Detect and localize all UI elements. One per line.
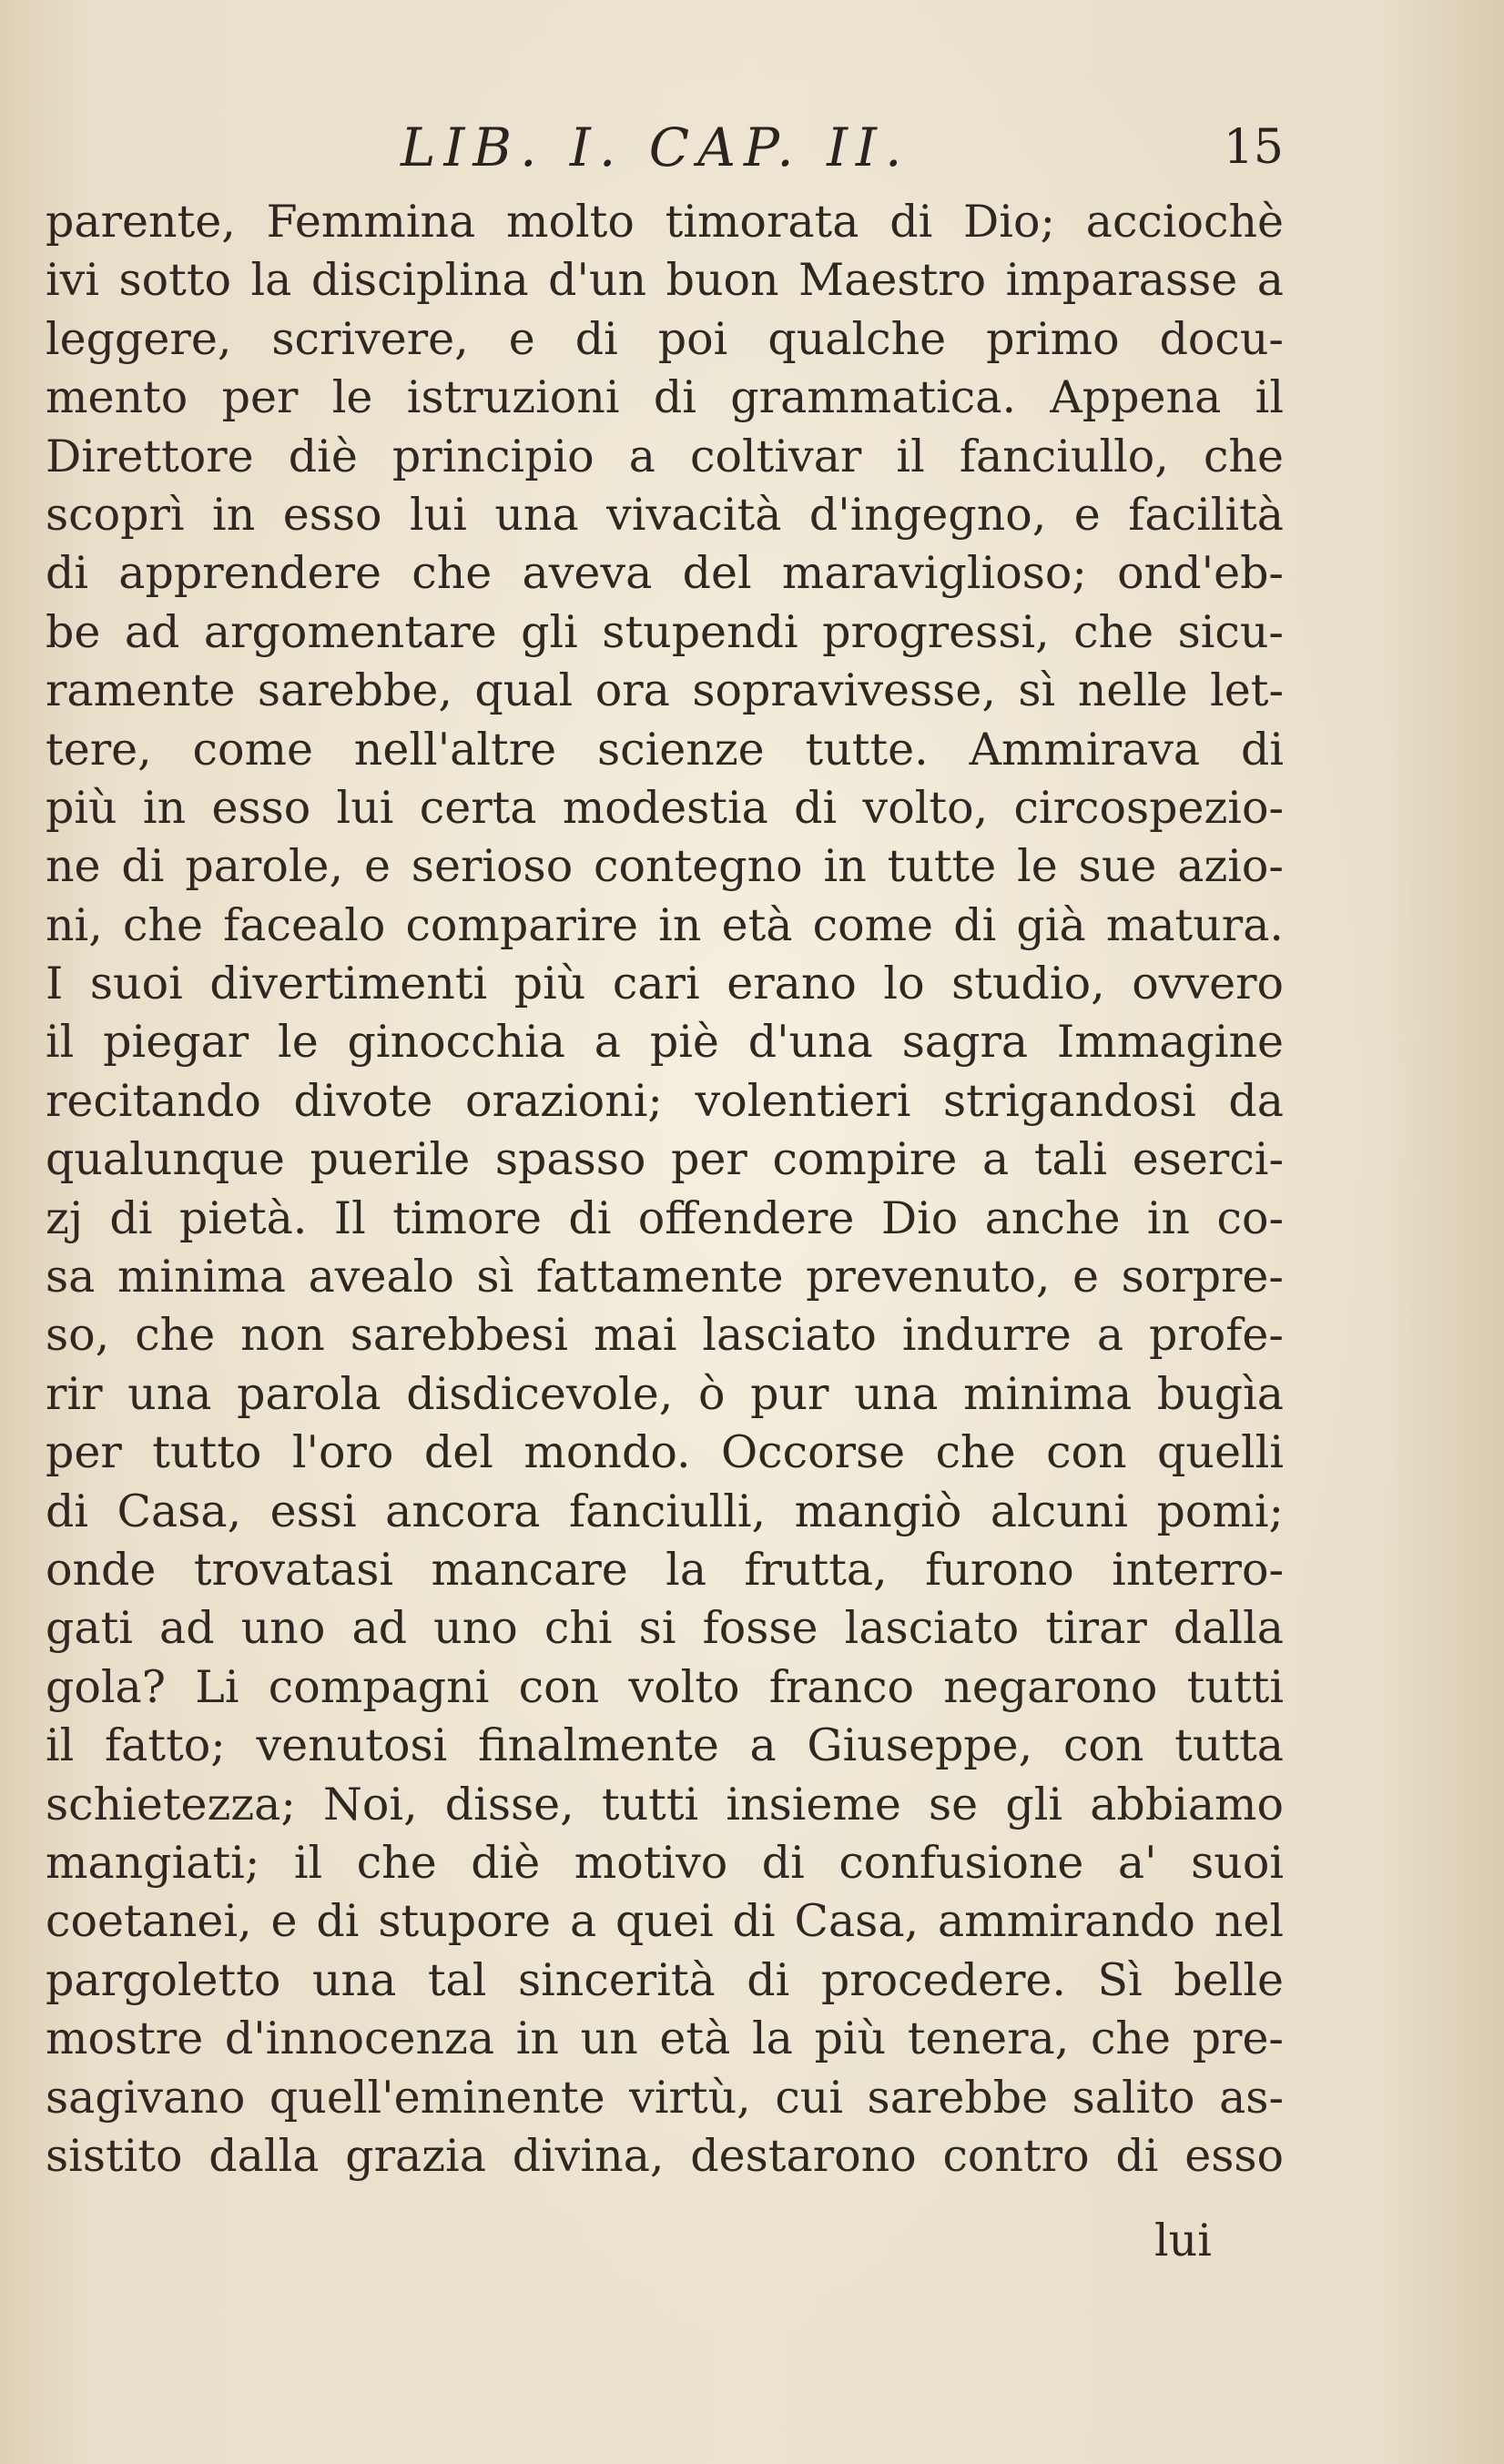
text-line: be ad argomentare gli stupendi progressi, che sicu- [46, 605, 1284, 658]
text-line: mangiati; il che diè motivo di confusione a' suoi [46, 1836, 1284, 1889]
text-line: schietezza; Noi, disse, tutti insieme se gli abbiamo [46, 1778, 1284, 1830]
page-header [46, 117, 1284, 182]
text-line: tere, come nell'altre scienze tutte. Ammirava di [46, 723, 1284, 776]
text-line: più in esso lui certa modestia di volto, circospezio- [46, 781, 1284, 834]
text-line: parente, Femmina molto timorata di Dio; acciochè [46, 196, 1284, 248]
text-line: pargoletto una tal sincerità di procedere. Sì belle [46, 1953, 1284, 2006]
text-line: qualunque puerile spasso per compire a tali eserci- [46, 1133, 1284, 1186]
text-line: mento per le istruzioni di grammatica. Appena il [46, 371, 1284, 424]
text-line: Direttore diè principio a coltivar il fanciullo, che [46, 430, 1284, 482]
text-line: scoprì in esso lui una vivacità d'ingegno, e facilità [46, 488, 1284, 541]
page-number: 15 [1223, 120, 1284, 175]
text-line: sagivano quell'eminente virtù, cui sarebbe salito as- [46, 2071, 1284, 2124]
text-line: sistito dalla grazia divina, destarono contro di esso [46, 2129, 1284, 2182]
text-line: onde trovatasi mancare la frutta, furono interro- [46, 1543, 1284, 1596]
text-line: ne di parole, e serioso contegno in tutte le sue azio- [46, 840, 1284, 893]
text-line: I suoi divertimenti più cari erano lo studio, ovvero [46, 958, 1284, 1010]
text-line: rir una parola disdicevole, ò pur una minima bugìa [46, 1367, 1284, 1420]
text-line: recitando divote orazioni; volentieri strigandosi da [46, 1074, 1284, 1127]
text-line: leggere, scrivere, e di poi qualche primo docu- [46, 312, 1284, 365]
text-line: coetanei, e di stupore a quei di Casa, ammirando nel [46, 1895, 1284, 1948]
running-head: LIB. I. CAP. II. [401, 117, 910, 178]
text-line: il fatto; venutosi finalmente a Giuseppe, con tutta [46, 1719, 1284, 1772]
text-line: di Casa, essi ancora fanciulli, mangiò alcuni pomi; [46, 1485, 1284, 1537]
text-line: ivi sotto la disciplina d'un buon Maestro imparasse a [46, 254, 1284, 307]
text-line: il piegar le ginocchia a piè d'una sagra Immagine [46, 1016, 1284, 1069]
text-line: so, che non sarebbesi mai lasciato indurre a profe- [46, 1309, 1284, 1362]
text-line: zj di pietà. Il timore di offendere Dio anche in co- [46, 1191, 1284, 1244]
text-line: gati ad uno ad uno chi si fosse lasciato tirar dalla [46, 1602, 1284, 1655]
text-line: gola? Li compagni con volto franco negarono tutti [46, 1660, 1284, 1713]
text-line: di apprendere che aveva del maraviglioso; ond'eb- [46, 547, 1284, 600]
text-line: per tutto l'oro del mondo. Occorse che con quelli [46, 1426, 1284, 1479]
catchword: lui [1154, 2215, 1212, 2266]
text-line: sa minima avealo sì fattamente prevenuto, e sorpre- [46, 1251, 1284, 1303]
text-line: ni, che facealo comparire in età come di già matura. [46, 898, 1284, 951]
body-text [46, 193, 1284, 2185]
text-line: ramente sarebbe, qual ora sopravivesse, sì nelle let- [46, 664, 1284, 717]
text-line: mostre d'innocenza in un età la più tenera, che pre- [46, 2013, 1284, 2065]
